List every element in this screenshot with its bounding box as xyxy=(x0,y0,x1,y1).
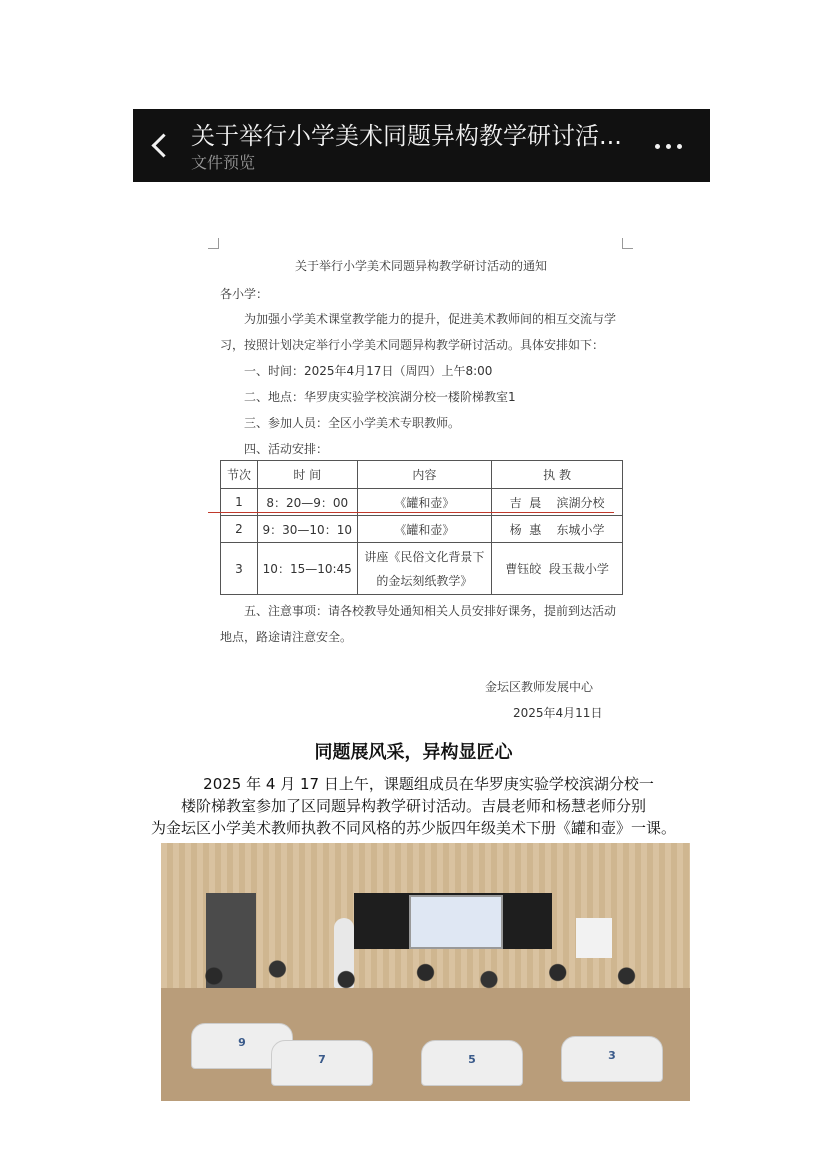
classroom-photo xyxy=(161,843,690,1101)
intro-line: 习，按照计划决定举行小学美术同题异构教学研讨活动。具体安排如下： xyxy=(220,338,605,352)
article-line: 为金坛区小学美术教师执教不同风格的苏少版四年级美术下册《罐和壶》一课。 xyxy=(150,819,676,837)
table-cell: 10：15—10:45 xyxy=(257,543,357,595)
page-corner-mark xyxy=(208,238,219,249)
article-title: 同题展风采，异构显匠心 xyxy=(314,742,513,763)
header-cell: 节次 xyxy=(221,461,258,489)
table-cell: 曹钰皎 段玉裁小学 xyxy=(492,543,623,595)
table-cell: 《罐和壶》 xyxy=(357,489,492,516)
article-line: 2025 年 4 月 17 日上午，课题组成员在华罗庚实验学校滨湖分校一 xyxy=(203,775,654,793)
schedule-item: 四、活动安排： xyxy=(244,442,329,456)
schedule-table xyxy=(220,460,623,595)
header-cell: 内容 xyxy=(357,461,492,489)
notes-item: 五、注意事项：请各校教导处通知相关人员安排好课务，提前到达活动 xyxy=(244,604,617,618)
chair xyxy=(421,1040,523,1086)
table-cell: 1 xyxy=(221,489,258,516)
chair xyxy=(271,1040,373,1086)
file-title: 关于举行小学美术同题异构教学研讨活... xyxy=(191,122,622,150)
page-corner-mark xyxy=(622,238,633,249)
header-cell: 时 间 xyxy=(257,461,357,489)
table-cell: 9：30—10：10 xyxy=(257,516,357,543)
issuer: 金坛区教师发展中心 xyxy=(485,680,594,694)
table-cell: 3 xyxy=(221,543,258,595)
preview-header xyxy=(133,109,710,182)
dot xyxy=(677,144,682,149)
intro-line: 为加强小学美术课堂教学能力的提升，促进美术教师间的相互交流与学 xyxy=(244,312,617,326)
chair-number: 3 xyxy=(608,1049,616,1062)
participants-item: 三、参加人员：全区小学美术专职教师。 xyxy=(244,416,461,430)
table-cell: 《罐和壶》 xyxy=(357,516,492,543)
notes-item: 地点，路途请注意安全。 xyxy=(220,630,353,644)
dot xyxy=(666,144,671,149)
students xyxy=(161,948,690,1018)
red-underline xyxy=(208,512,614,513)
chair-number: 5 xyxy=(468,1053,476,1066)
chair-number: 9 xyxy=(238,1036,246,1049)
table-cell: 2 xyxy=(221,516,258,543)
article-line: 楼阶梯教室参加了区同题异构教学研讨活动。吉晨老师和杨慧老师分别 xyxy=(180,797,646,815)
table-header-row xyxy=(221,461,623,489)
article-body xyxy=(0,773,827,839)
table-row xyxy=(221,543,623,595)
greeting: 各小学： xyxy=(220,287,269,301)
file-preview-label: 文件预览 xyxy=(191,153,256,172)
table-cell: 杨 惠 东城小学 xyxy=(492,516,623,543)
projector-screen xyxy=(409,895,503,949)
chevron-left-icon[interactable] xyxy=(151,133,175,157)
notice-title: 关于举行小学美术同题异构教学研讨活动的通知 xyxy=(294,259,547,273)
time-item: 一、时间：2025年4月17日（周四）上午8:00 xyxy=(244,364,493,378)
table-cell: 吉 晨 滨湖分校 xyxy=(492,489,623,516)
dot xyxy=(655,144,660,149)
issue-date: 2025年4月11日 xyxy=(513,706,603,720)
table-row xyxy=(221,516,623,543)
more-horizontal-icon[interactable] xyxy=(655,144,682,149)
header-cell: 执 教 xyxy=(492,461,623,489)
chair xyxy=(561,1036,663,1082)
chair-number: 7 xyxy=(318,1053,326,1066)
table-cell: 讲座《民俗文化背景下的金坛刻纸教学》 xyxy=(357,543,492,595)
table-cell: 8：20—9：00 xyxy=(257,489,357,516)
location-item: 二、地点：华罗庚实验学校滨湖分校一楼阶梯教室1 xyxy=(244,390,516,404)
